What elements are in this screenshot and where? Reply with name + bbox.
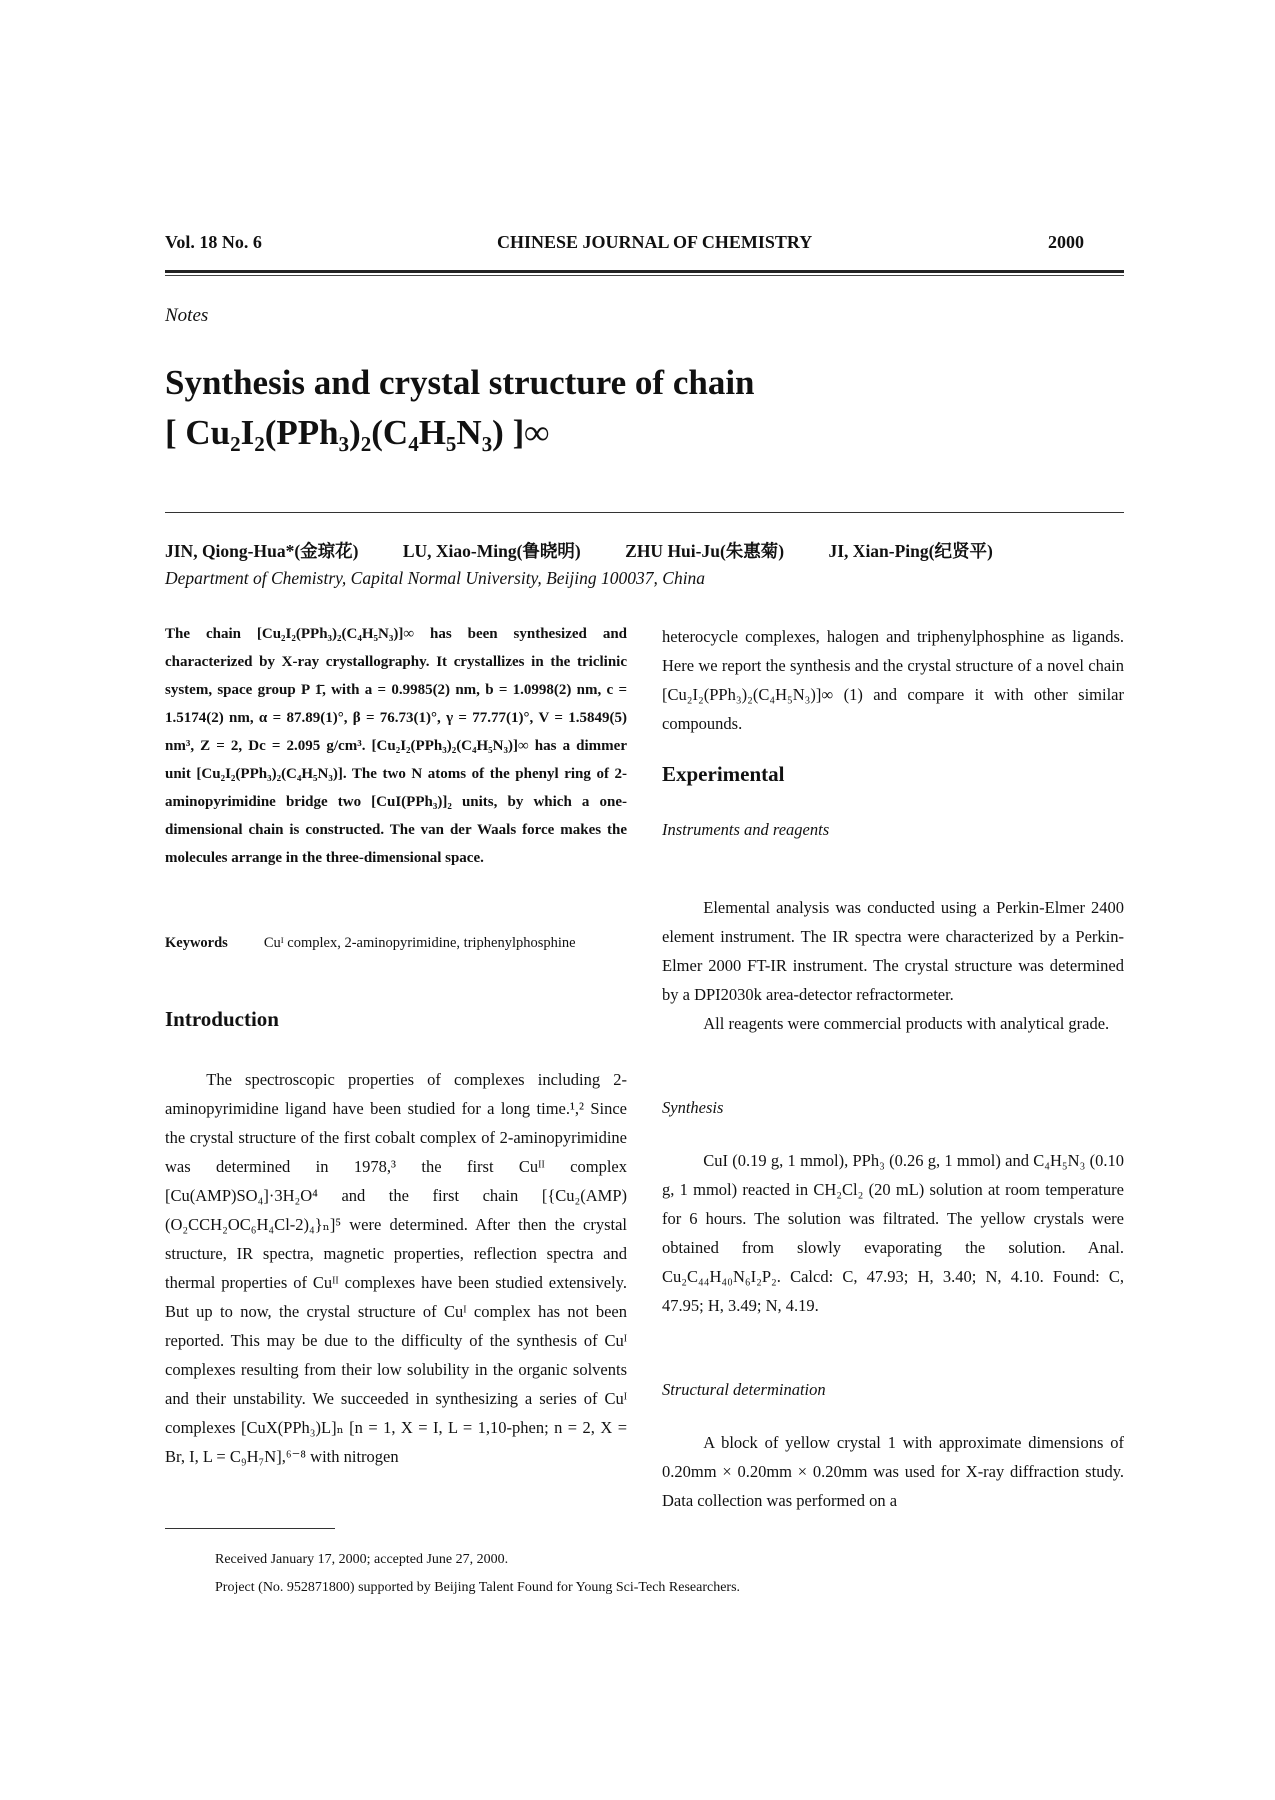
structure-subheading: Structural determination [662, 1380, 826, 1399]
author-2: LU, Xiao-Ming(鲁晓明) [402, 541, 581, 561]
instruments-body [662, 893, 1124, 1038]
header-year: 2000 [1048, 232, 1084, 252]
header-rule [165, 270, 1124, 273]
author-3: ZHU Hui-Ju(朱惠菊) [625, 541, 785, 561]
synthesis-body [662, 1146, 1124, 1320]
synthesis-paragraph: CuI (0.19 g, 1 mmol), PPh₃ (0.26 g, 1 mmol) and C₄H₅N₃ (0.10 g, 1 mmol) reacted in CH₂Cl₂ (20 mL) solution at room temperature for 6 hours. The solution was filtrated. The yellow crystals were obtained from slowly evaporating the solution. Anal. Cu₂C₄₄H₄₀N₆I₂P₂. Calcd: C, 47.93; H, 3.40; N, 4.10. Found: C, 47.95; H, 3.49; N, 4.19. [662, 1151, 1124, 1315]
author-list [165, 538, 1125, 563]
keywords-text: Cuᴵ complex, 2-aminopyrimidine, triphenylphosphine [263, 935, 576, 951]
paper-title [165, 358, 1125, 458]
experimental-heading: Experimental [662, 762, 785, 786]
intro-body [165, 1065, 627, 1471]
section-label: Notes [165, 305, 209, 326]
instruments-subheading: Instruments and reagents [662, 820, 830, 839]
header-journal: CHINESE JOURNAL OF CHEMISTRY [497, 232, 813, 252]
header-volume: Vol. 18 No. 6 [165, 232, 262, 252]
title-line-1: Synthesis and crystal structure of chain [165, 363, 755, 402]
affiliation: Department of Chemistry, Capital Normal University, Beijing 100037, China [165, 568, 706, 588]
footnote-received: Received January 17, 2000; accepted June 27, 2000. [215, 1552, 509, 1567]
synthesis-subheading: Synthesis [662, 1098, 724, 1117]
title-rule [165, 512, 1124, 513]
footnote-rule [165, 1528, 335, 1529]
author-4: JI, Xian-Ping(纪贤平) [828, 541, 993, 561]
author-1: JIN, Qiong-Hua*(金琼花) [165, 541, 359, 561]
instruments-paragraph-1: Elemental analysis was conducted using a Perkin-Elmer 2400 element instrument. The IR spectra were characterized by a Perkin-Elmer 2000 FT-IR instrument. The crystal structure was determined by a DPI2030k area-detector refractormeter. [662, 898, 1124, 1004]
intro-continuation [662, 622, 1124, 738]
intro-paragraph: The spectroscopic properties of complexes including 2-aminopyrimidine ligand have been studied for a long time.¹,² Since the crystal structure of the first cobalt complex of 2-aminopyrimidine was determined in 1978,³ the first Cuᴵᴵ complex [Cu(AMP)SO₄]·3H₂O⁴ and the first chain [{Cu₂(AMP)(O₂CCH₂OC₆H₄Cl-2)₄}ₙ]⁵ were determined. After then the crystal structure, IR spectra, magnetic properties, reflection spectra and thermal properties of Cuᴵᴵ complexes have been studied extensively. But up to now, the crystal structure of Cuᴵ complex has not been reported. This may be due to the difficulty of the synthesis of Cuᴵ complexes resulting from their low solubility in the organic solvents and their unstability. We succeeded in synthesizing a series of Cuᴵ complexes [CuX(PPh₃)L]ₙ [n = 1, X = I, L = 1,10-phen; n = 2, X = Br, I, L = C₉H₇N],⁶⁻⁸ with nitrogen [165, 1070, 627, 1466]
header-rule-thin [165, 275, 1124, 276]
instruments-paragraph-2: All reagents were commercial products with analytical grade. [703, 1014, 1110, 1033]
intro-heading: Introduction [165, 1007, 279, 1031]
keywords-label: Keywords [165, 935, 228, 951]
structure-paragraph: A block of yellow crystal 1 with approximate dimensions of 0.20mm × 0.20mm × 0.20mm was used for X-ray diffraction study. Data collection was performed on a [662, 1433, 1124, 1510]
keywords [165, 930, 627, 957]
structure-body [662, 1428, 1124, 1515]
abstract: The chain [Cu₂I₂(PPh₃)₂(C₄H₅N₃)]∞ has been synthesized and characterized by X-ray crystallography. It crystallizes in the triclinic system, space group P 1̄, with a = 0.9985(2) nm, b = 1.0998(2) nm, c = 1.5174(2) nm, α = 87.89(1)°, β = 76.73(1)°, γ = 77.77(1)°, V = 1.5849(5) nm³, Z = 2, Dc = 2.095 g/cm³. [Cu₂I₂(PPh₃)₂(C₄H₅N₃)]∞ has a dimmer unit [Cu₂I₂(PPh₃)₂(C₄H₅N₃)]. The two N atoms of the phenyl ring of 2-aminopyrimidine bridge two [CuI(PPh₃)]₂ units, by which a one-dimensional chain is constructed. The van der Waals force makes the molecules arrange in the three-dimensional space. [165, 626, 627, 866]
footnote-project: Project (No. 952871800) supported by Beijing Talent Found for Young Sci-Tech Researchers. [215, 1580, 741, 1595]
intro-cont-paragraph: heterocycle complexes, halogen and triphenylphosphine as ligands. Here we report the synthesis and the crystal structure of a novel chain [Cu₂I₂(PPh₃)₂(C₄H₅N₃)]∞ (1) and compare it with other similar compounds. [662, 627, 1124, 733]
title-line-2: [ Cu₂I₂(PPh₃)₂(C₄H₅N₃) ]∞ [165, 413, 550, 452]
